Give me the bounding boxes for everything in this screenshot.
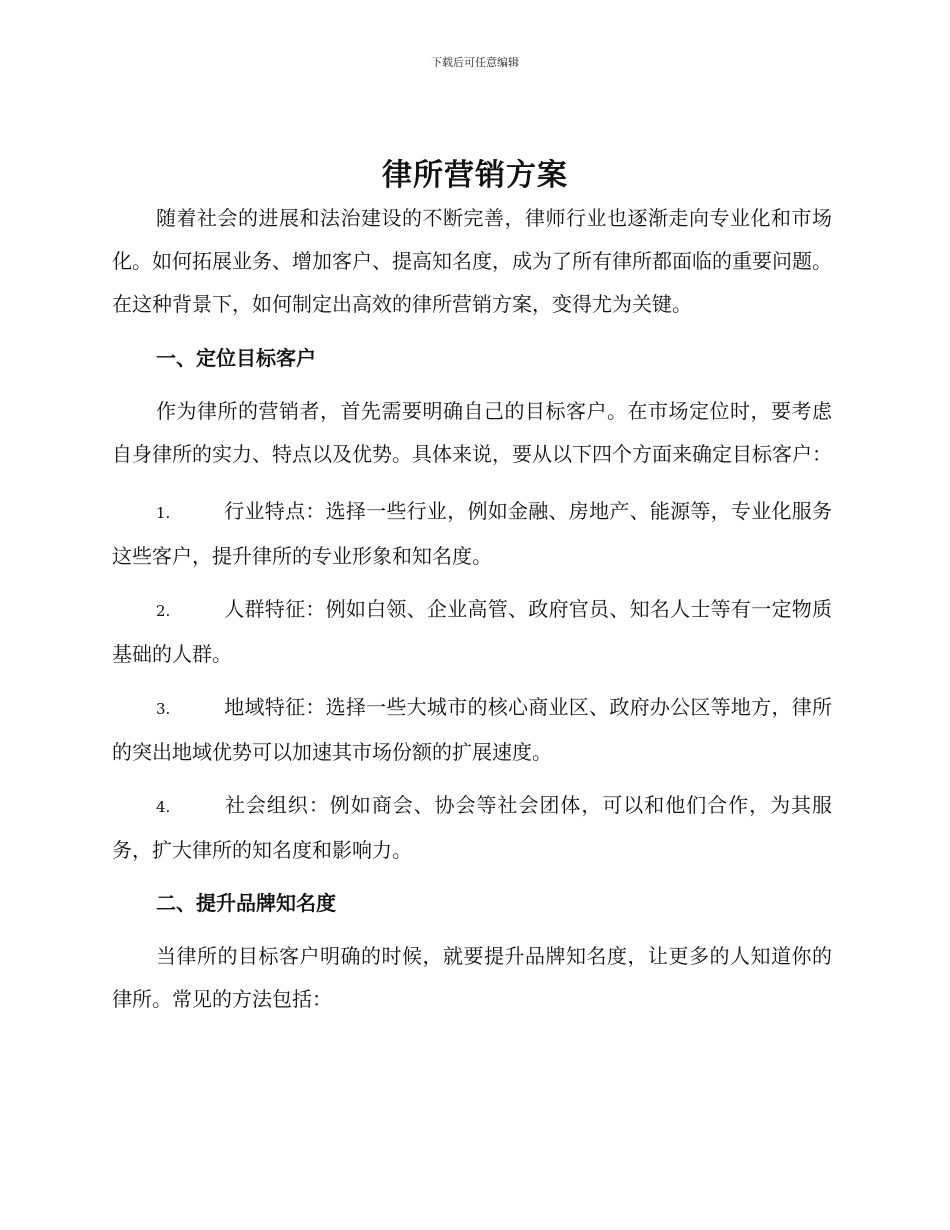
list-item (112, 784, 832, 872)
list-item-number: 2. (156, 602, 171, 620)
list-item-text: 行业特点：选择一些行业，例如金融、房地产、能源等，专业化服务这些客户，提升律所的专业形象和知名度。 (112, 499, 832, 568)
section-paragraph: 当律所的目标客户明确的时候，就要提升品牌知名度，让更多的人知道你的律所。常见的方法包括： (112, 944, 832, 1011)
section-heading: 一、定位目标客户 (156, 346, 316, 370)
section-paragraph: 作为律所的营销者，首先需要明确自己的目标客户。在市场定位时，要考虑自身律所的实力、特点以及优势。具体来说，要从以下四个方面来确定目标客户： (112, 399, 832, 466)
list-item-text: 社会组织：例如商会、协会等社会团体，可以和他们合作，为其服务，扩大律所的知名度和影响力。 (112, 793, 832, 862)
document-body (112, 197, 832, 1021)
list-item (112, 588, 832, 676)
list-item-number: 1. (156, 504, 171, 522)
list-item-number: 3. (156, 700, 171, 718)
list-item-text: 地域特征：选择一些大城市的核心商业区、政府办公区等地方，律所的突出地域优势可以加速其市场份额的扩展速度。 (112, 695, 832, 764)
list-item-text: 人群特征：例如白领、企业高管、政府官员、知名人士等有一定物质基础的人群。 (112, 597, 832, 666)
intro-paragraph: 随着社会的进展和法治建设的不断完善，律师行业也逐渐走向专业化和市场化。如何拓展业务、增加客户、提高知名度，成为了所有律所都面临的重要问题。在这种背景下，如何制定出高效的律所营销方案，变得尤为关键。 (112, 206, 832, 316)
document-title: 律所营销方案 (382, 158, 568, 193)
header-note: 下载后可任意编辑 (431, 56, 519, 69)
list-item (112, 490, 832, 578)
list-item-number: 4. (156, 798, 171, 816)
list-item (112, 686, 832, 774)
section-heading: 二、提升品牌知名度 (156, 891, 336, 915)
